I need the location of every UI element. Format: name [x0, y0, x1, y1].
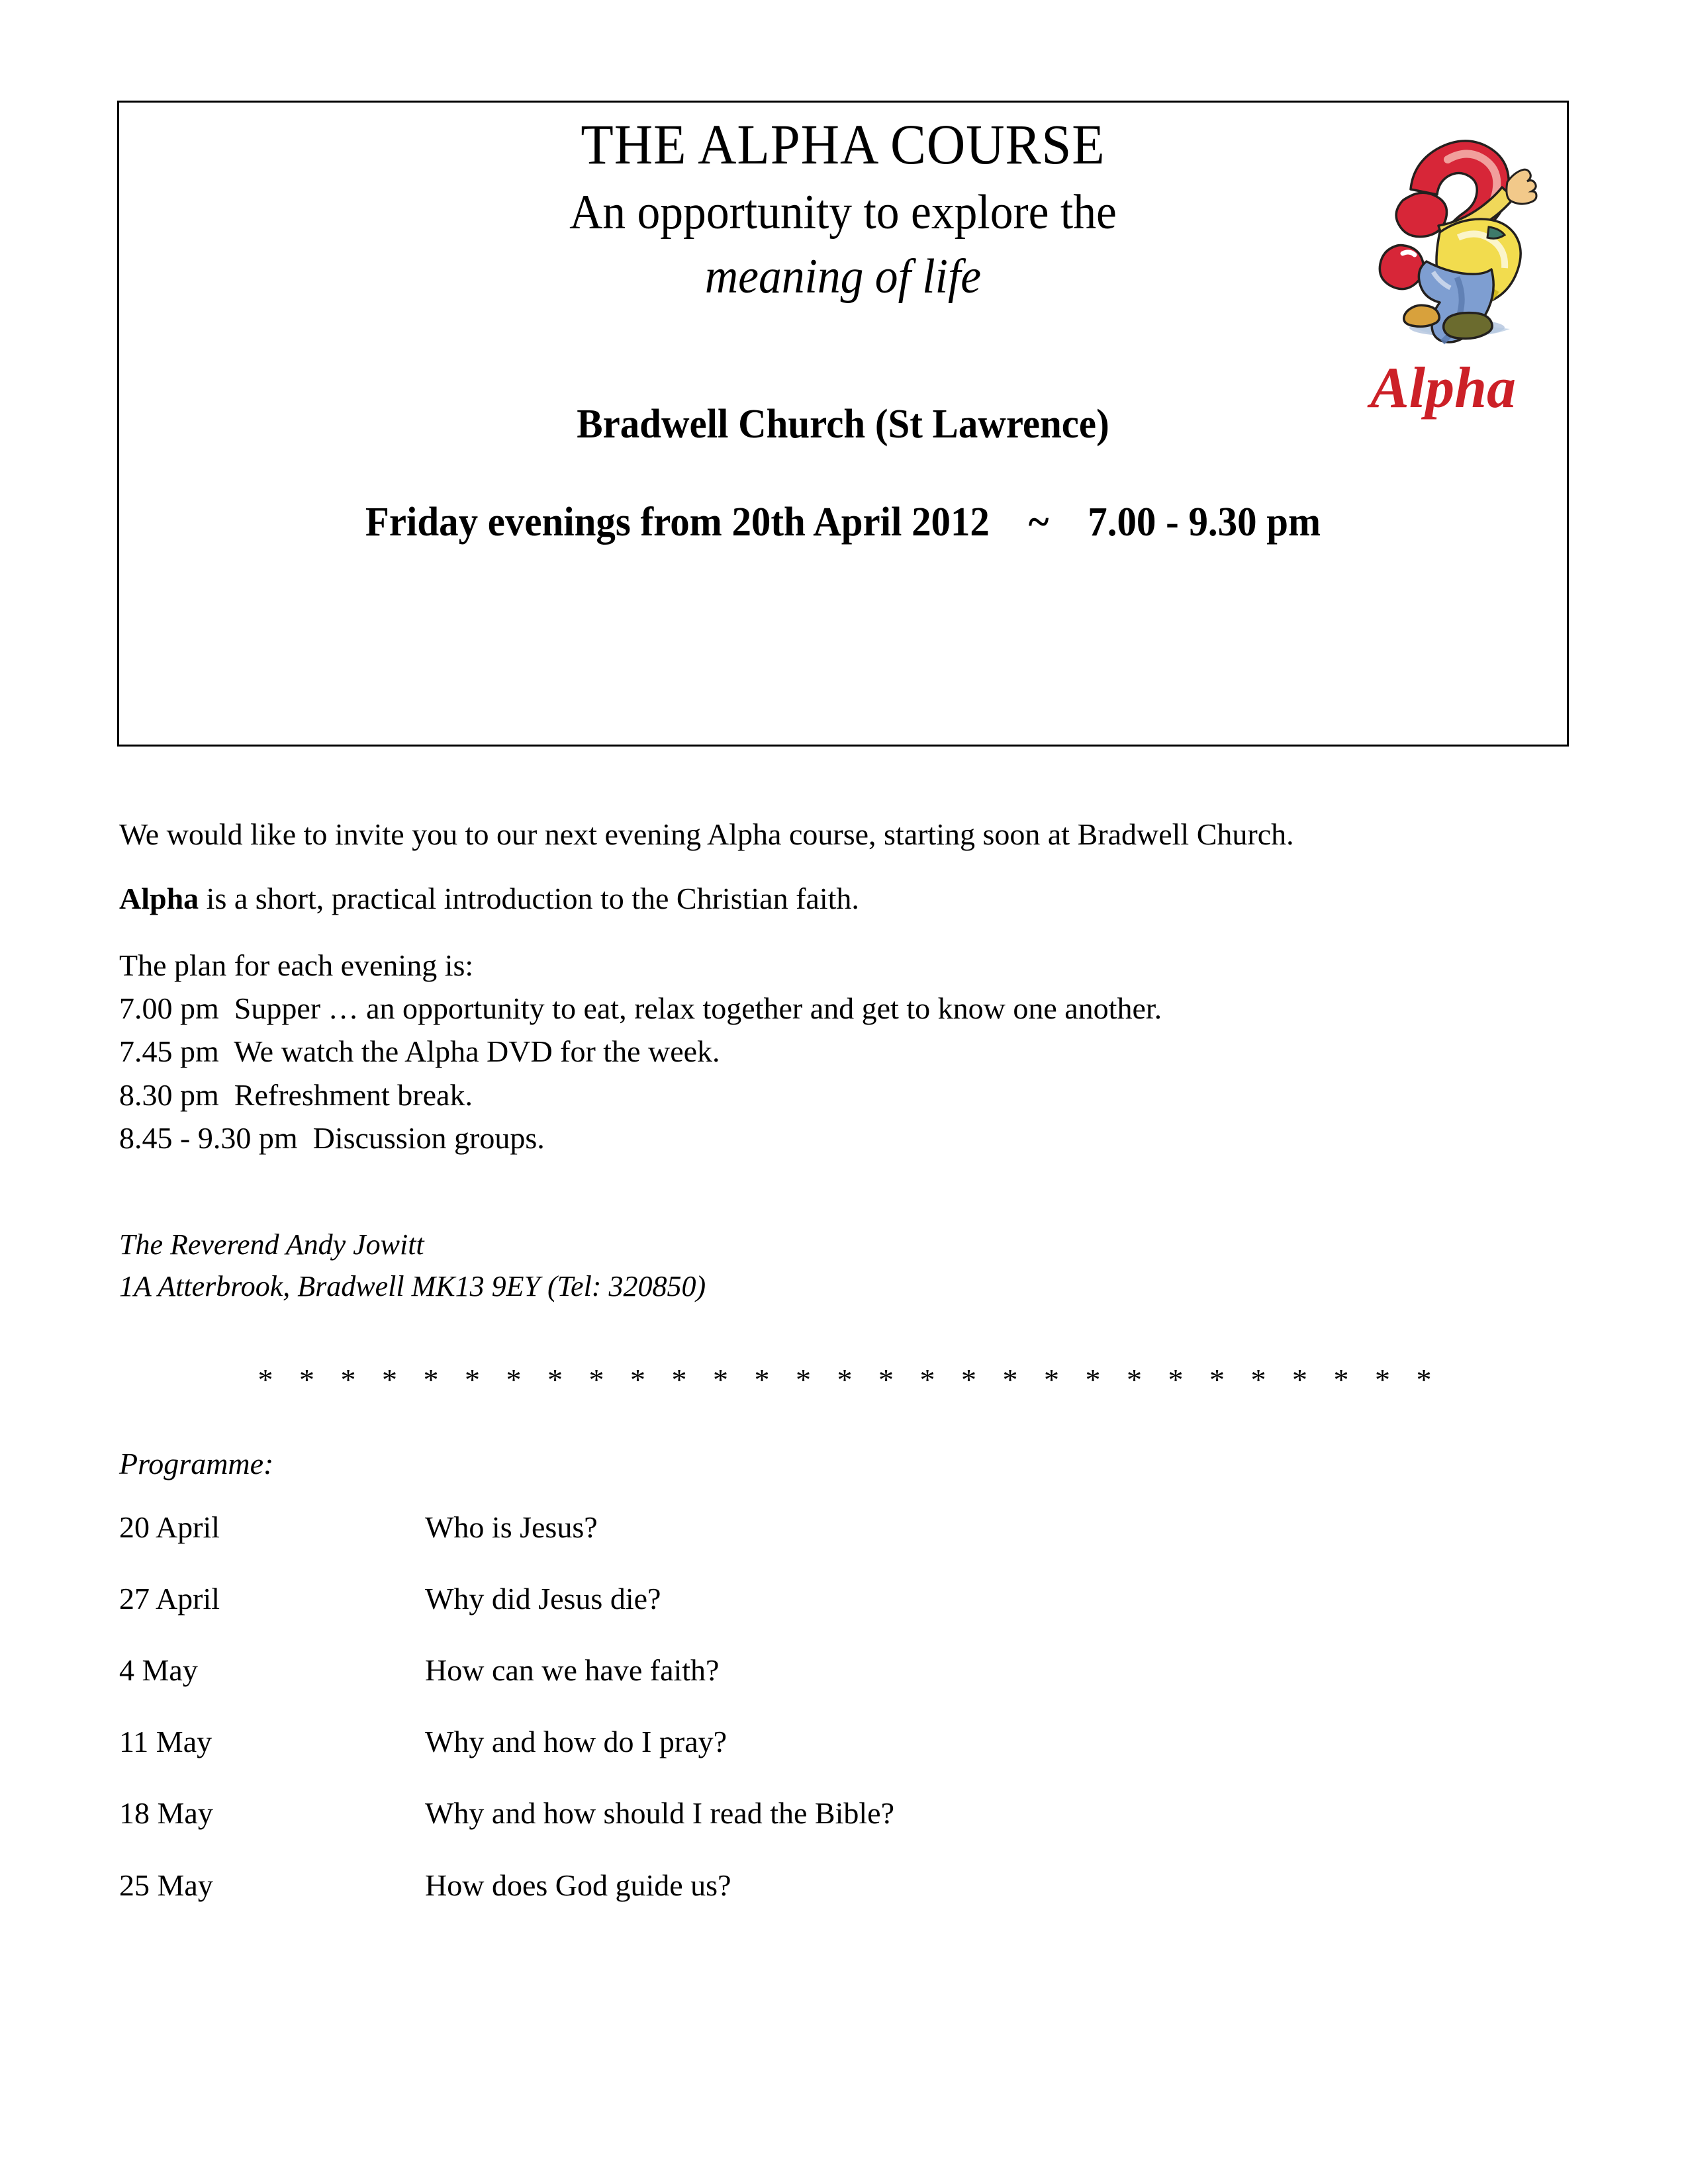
intro-paragraph: We would like to invite you to our next evening Alpha course, starting soon at Bradwell Church. [119, 817, 1294, 851]
table-row [119, 1652, 1570, 1723]
plan-line-dvd: 7.45 pm We watch the Alpha DVD for the week. [119, 1034, 720, 1069]
asterisk-divider: * * * * * * * * * * * * * * * * * * * * * * * * * * * * * [258, 1363, 1441, 1397]
table-row [119, 1795, 1570, 1866]
programme-topic: Why did Jesus die? [425, 1581, 661, 1615]
venue-text: Bradwell Church (St Lawrence) [577, 402, 1109, 447]
evening-plan-block [119, 944, 1570, 1160]
subtitle-line-1: An opportunity to explore the [569, 185, 1117, 240]
alpha-definition-paragraph [119, 880, 1570, 919]
programme-date: 4 May [119, 1653, 198, 1687]
alpha-logo [1334, 108, 1559, 419]
programme-topic: Why and how do I pray? [425, 1725, 727, 1759]
alpha-definition-rest: is a short, practical introduction to the Christian faith. [199, 881, 859, 915]
header-box [117, 101, 1569, 747]
programme-topic: How can we have faith? [425, 1653, 720, 1687]
programme-label: Programme: [119, 1447, 274, 1481]
page-title: THE ALPHA COURSE [581, 113, 1105, 176]
schedule-text: Friday evenings from 20th April 2012 ~ 7.00 - 9.30 pm [365, 500, 1321, 545]
plan-line-refreshment: 8.30 pm Refreshment break. [119, 1077, 473, 1112]
header-inner [119, 103, 1567, 745]
table-row [119, 1723, 1570, 1795]
programme-topic: How does God guide us? [425, 1868, 731, 1902]
programme-date: 25 May [119, 1868, 213, 1902]
alpha-wordmark: Alpha [1370, 356, 1517, 420]
programme-date: 11 May [119, 1725, 212, 1759]
alpha-question-mark-man-icon [1334, 108, 1559, 346]
plan-heading: The plan for each evening is: [119, 948, 474, 982]
table-row [119, 1867, 1570, 1938]
contact-block [119, 1224, 1570, 1307]
programme-topic: Why and how should I read the Bible? [425, 1796, 894, 1831]
subtitle-line-2: meaning of life [704, 250, 982, 304]
table-row [119, 1509, 1570, 1580]
body-column [119, 815, 1570, 1938]
programme-date: 20 April [119, 1510, 220, 1544]
plan-line-supper: 7.00 pm Supper … an opportunity to eat, relax together and get to know one another. [119, 991, 1162, 1026]
programme-date: 27 April [119, 1581, 220, 1615]
contact-address: 1A Atterbrook, Bradwell MK13 9EY (Tel: 320850) [119, 1269, 706, 1302]
programme-topic: Who is Jesus? [425, 1510, 598, 1544]
programme-table [119, 1509, 1570, 1938]
contact-name: The Reverend Andy Jowitt [119, 1228, 424, 1261]
programme-date: 18 May [119, 1796, 213, 1831]
plan-line-discussion: 8.45 - 9.30 pm Discussion groups. [119, 1121, 545, 1155]
table-row [119, 1580, 1570, 1652]
alpha-lead-word: Alpha [119, 881, 199, 915]
